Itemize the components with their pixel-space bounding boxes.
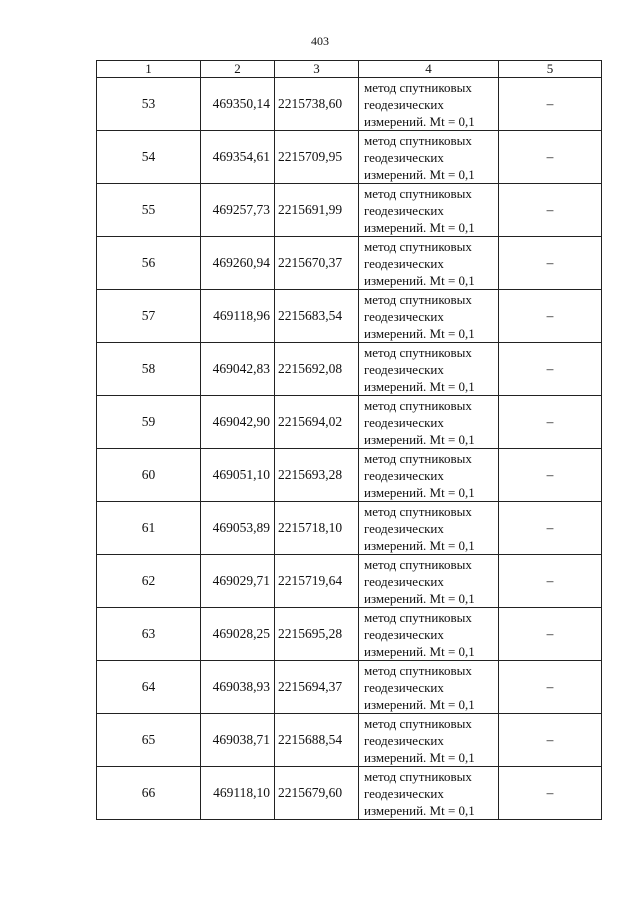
x-coordinate-cell: 469118,10 xyxy=(201,767,275,820)
method-line: измерений. Mt = 0,1 xyxy=(364,696,475,712)
method-line: геодезических xyxy=(364,414,444,430)
method-line: метод спутниковых xyxy=(364,397,472,413)
method-cell xyxy=(359,714,499,767)
x-coordinate-cell: 469029,71 xyxy=(201,555,275,608)
method-line: измерений. Mt = 0,1 xyxy=(364,537,475,553)
method-cell xyxy=(359,78,499,131)
note-cell: – xyxy=(499,714,602,767)
method-cell xyxy=(359,290,499,343)
method-cell xyxy=(359,237,499,290)
x-coordinate-cell: 469038,93 xyxy=(201,661,275,714)
table-row xyxy=(97,78,602,131)
table-header-row xyxy=(97,61,602,78)
method-line: геодезических xyxy=(364,520,444,536)
note-cell: – xyxy=(499,131,602,184)
table-row xyxy=(97,396,602,449)
method-line: метод спутниковых xyxy=(364,238,472,254)
method-line: метод спутниковых xyxy=(364,715,472,731)
x-coordinate-cell: 469038,71 xyxy=(201,714,275,767)
note-cell: – xyxy=(499,237,602,290)
method-line: измерений. Mt = 0,1 xyxy=(364,749,475,765)
point-number-cell: 53 xyxy=(97,78,201,131)
y-coordinate-cell: 2215719,64 xyxy=(275,555,359,608)
point-number-cell: 61 xyxy=(97,502,201,555)
note-cell: – xyxy=(499,78,602,131)
table-row xyxy=(97,184,602,237)
y-coordinate-cell: 2215695,28 xyxy=(275,608,359,661)
method-line: геодезических xyxy=(364,467,444,483)
note-cell: – xyxy=(499,608,602,661)
x-coordinate-cell: 469260,94 xyxy=(201,237,275,290)
method-line: метод спутниковых xyxy=(364,79,472,95)
y-coordinate-cell: 2215709,95 xyxy=(275,131,359,184)
y-coordinate-cell: 2215691,99 xyxy=(275,184,359,237)
x-coordinate-cell: 469042,90 xyxy=(201,396,275,449)
point-number-cell: 65 xyxy=(97,714,201,767)
method-line: метод спутниковых xyxy=(364,662,472,678)
x-coordinate-cell: 469042,83 xyxy=(201,343,275,396)
y-coordinate-cell: 2215718,10 xyxy=(275,502,359,555)
method-line: геодезических xyxy=(364,361,444,377)
point-number-cell: 57 xyxy=(97,290,201,343)
point-number-cell: 64 xyxy=(97,661,201,714)
point-number-cell: 63 xyxy=(97,608,201,661)
x-coordinate-cell: 469354,61 xyxy=(201,131,275,184)
table-row xyxy=(97,502,602,555)
point-number-cell: 56 xyxy=(97,237,201,290)
method-line: геодезических xyxy=(364,202,444,218)
method-line: геодезических xyxy=(364,255,444,271)
x-coordinate-cell: 469053,89 xyxy=(201,502,275,555)
table-row xyxy=(97,555,602,608)
method-line: геодезических xyxy=(364,732,444,748)
y-coordinate-cell: 2215693,28 xyxy=(275,449,359,502)
header-col-2: 2 xyxy=(201,61,275,78)
method-line: метод спутниковых xyxy=(364,132,472,148)
method-cell xyxy=(359,661,499,714)
y-coordinate-cell: 2215688,54 xyxy=(275,714,359,767)
table-row xyxy=(97,131,602,184)
note-cell: – xyxy=(499,555,602,608)
note-cell: – xyxy=(499,502,602,555)
table-row xyxy=(97,343,602,396)
method-line: измерений. Mt = 0,1 xyxy=(364,802,475,818)
coordinates-table xyxy=(96,60,602,820)
method-cell xyxy=(359,555,499,608)
method-line: измерений. Mt = 0,1 xyxy=(364,113,475,129)
method-line: метод спутниковых xyxy=(364,185,472,201)
table-row xyxy=(97,237,602,290)
point-number-cell: 66 xyxy=(97,767,201,820)
y-coordinate-cell: 2215683,54 xyxy=(275,290,359,343)
method-cell xyxy=(359,131,499,184)
point-number-cell: 58 xyxy=(97,343,201,396)
method-line: метод спутниковых xyxy=(364,556,472,572)
table-row xyxy=(97,608,602,661)
method-line: метод спутниковых xyxy=(364,291,472,307)
method-cell xyxy=(359,608,499,661)
note-cell: – xyxy=(499,343,602,396)
method-line: измерений. Mt = 0,1 xyxy=(364,272,475,288)
method-cell xyxy=(359,343,499,396)
method-line: метод спутниковых xyxy=(364,609,472,625)
header-col-3: 3 xyxy=(275,61,359,78)
method-line: измерений. Mt = 0,1 xyxy=(364,643,475,659)
method-line: геодезических xyxy=(364,308,444,324)
note-cell: – xyxy=(499,396,602,449)
method-line: геодезических xyxy=(364,785,444,801)
header-col-1: 1 xyxy=(97,61,201,78)
method-line: геодезических xyxy=(364,149,444,165)
x-coordinate-cell: 469051,10 xyxy=(201,449,275,502)
method-line: измерений. Mt = 0,1 xyxy=(364,484,475,500)
y-coordinate-cell: 2215679,60 xyxy=(275,767,359,820)
note-cell: – xyxy=(499,661,602,714)
method-line: геодезических xyxy=(364,96,444,112)
method-line: измерений. Mt = 0,1 xyxy=(364,590,475,606)
table-row xyxy=(97,661,602,714)
note-cell: – xyxy=(499,449,602,502)
point-number-cell: 54 xyxy=(97,131,201,184)
x-coordinate-cell: 469118,96 xyxy=(201,290,275,343)
method-cell xyxy=(359,184,499,237)
y-coordinate-cell: 2215692,08 xyxy=(275,343,359,396)
method-line: геодезических xyxy=(364,679,444,695)
method-cell xyxy=(359,449,499,502)
note-cell: – xyxy=(499,290,602,343)
method-cell xyxy=(359,502,499,555)
x-coordinate-cell: 469028,25 xyxy=(201,608,275,661)
point-number-cell: 60 xyxy=(97,449,201,502)
table-row xyxy=(97,767,602,820)
header-col-5: 5 xyxy=(499,61,602,78)
header-col-4: 4 xyxy=(359,61,499,78)
method-line: геодезических xyxy=(364,573,444,589)
method-line: измерений. Mt = 0,1 xyxy=(364,325,475,341)
method-line: измерений. Mt = 0,1 xyxy=(364,431,475,447)
method-cell xyxy=(359,396,499,449)
method-line: метод спутниковых xyxy=(364,450,472,466)
note-cell: – xyxy=(499,184,602,237)
y-coordinate-cell: 2215670,37 xyxy=(275,237,359,290)
note-cell: – xyxy=(499,767,602,820)
method-line: измерений. Mt = 0,1 xyxy=(364,378,475,394)
method-line: метод спутниковых xyxy=(364,503,472,519)
table-row xyxy=(97,290,602,343)
y-coordinate-cell: 2215694,37 xyxy=(275,661,359,714)
method-line: измерений. Mt = 0,1 xyxy=(364,166,475,182)
point-number-cell: 55 xyxy=(97,184,201,237)
y-coordinate-cell: 2215738,60 xyxy=(275,78,359,131)
method-line: измерений. Mt = 0,1 xyxy=(364,219,475,235)
point-number-cell: 59 xyxy=(97,396,201,449)
point-number-cell: 62 xyxy=(97,555,201,608)
method-cell xyxy=(359,767,499,820)
method-line: метод спутниковых xyxy=(364,344,472,360)
table-row xyxy=(97,714,602,767)
method-line: метод спутниковых xyxy=(364,768,472,784)
y-coordinate-cell: 2215694,02 xyxy=(275,396,359,449)
table-row xyxy=(97,449,602,502)
page-number: 403 xyxy=(311,34,329,48)
x-coordinate-cell: 469257,73 xyxy=(201,184,275,237)
x-coordinate-cell: 469350,14 xyxy=(201,78,275,131)
method-line: геодезических xyxy=(364,626,444,642)
